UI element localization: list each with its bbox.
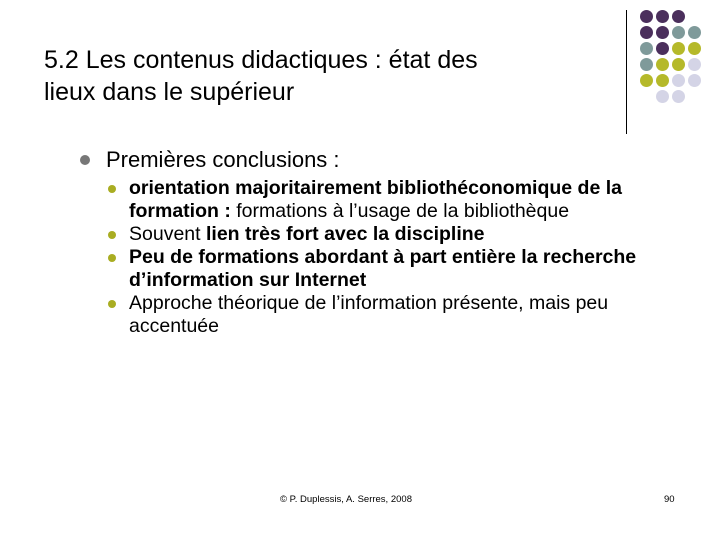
sub-bullet-item [108, 292, 668, 338]
decorative-dot [672, 10, 685, 23]
bullet-dot-icon [80, 155, 90, 165]
decorative-dot [640, 42, 653, 55]
decorative-dot [688, 10, 701, 23]
bullet-text: Premières conclusions : [106, 147, 340, 172]
sub-bullet-text: Souvent [129, 223, 206, 245]
decorative-dot [672, 74, 685, 87]
decorative-dot [640, 10, 653, 23]
decorative-dot [656, 90, 669, 103]
sub-bullet-item [108, 246, 668, 292]
decorative-dot [672, 58, 685, 71]
decorative-dot [656, 74, 669, 87]
sub-bullet-bold-text: lien très fort avec la discipline [205, 223, 485, 245]
decorative-dot [640, 90, 653, 103]
decorative-dot [640, 26, 653, 39]
decorative-dot [672, 42, 685, 55]
sub-bullet-list [108, 177, 668, 338]
footer-copyright: © P. Duplessis, A. Serres, 2008 [280, 494, 412, 505]
sub-bullet-dot-icon [108, 231, 116, 239]
decorative-dot [640, 74, 653, 87]
sub-bullet-dot-icon [108, 300, 116, 308]
decorative-dot [640, 58, 653, 71]
sub-bullet-dot-icon [108, 254, 116, 262]
title-line-1: 5.2 Les contenus didactiques : état des [44, 46, 478, 74]
decorative-dot [688, 74, 701, 87]
title-line-2: lieux dans le supérieur [44, 78, 295, 106]
decorative-dot [688, 26, 701, 39]
sub-bullet-text: Approche théorique de l’information présente, mais peu accentuée [129, 292, 609, 337]
sub-bullet-dot-icon [108, 185, 116, 193]
sub-bullet-bold-text: orientation majoritairement bibliothéconomique de la formation : [129, 177, 622, 222]
decorative-dot [672, 26, 685, 39]
decorative-dot [656, 58, 669, 71]
bullet-level-1 [78, 147, 638, 173]
sub-bullet-bold-text: Peu de formations abordant à part entière la recherche d’information sur Internet [129, 246, 637, 291]
decorative-dot [656, 26, 669, 39]
decorative-dot [688, 90, 701, 103]
sub-bullet-text: formations à l’usage de la bibliothèque [230, 200, 570, 222]
slide-title [44, 44, 604, 108]
decorative-dot [656, 10, 669, 23]
sub-bullet-item [108, 223, 668, 246]
page-number: 90 [664, 494, 675, 505]
decorative-dot [656, 42, 669, 55]
decorative-dot [688, 42, 701, 55]
decorative-dot [672, 90, 685, 103]
sub-bullet-item [108, 177, 668, 223]
decorative-dot-grid [640, 10, 701, 103]
decorative-dot [688, 58, 701, 71]
decorative-vertical-line [626, 10, 627, 134]
